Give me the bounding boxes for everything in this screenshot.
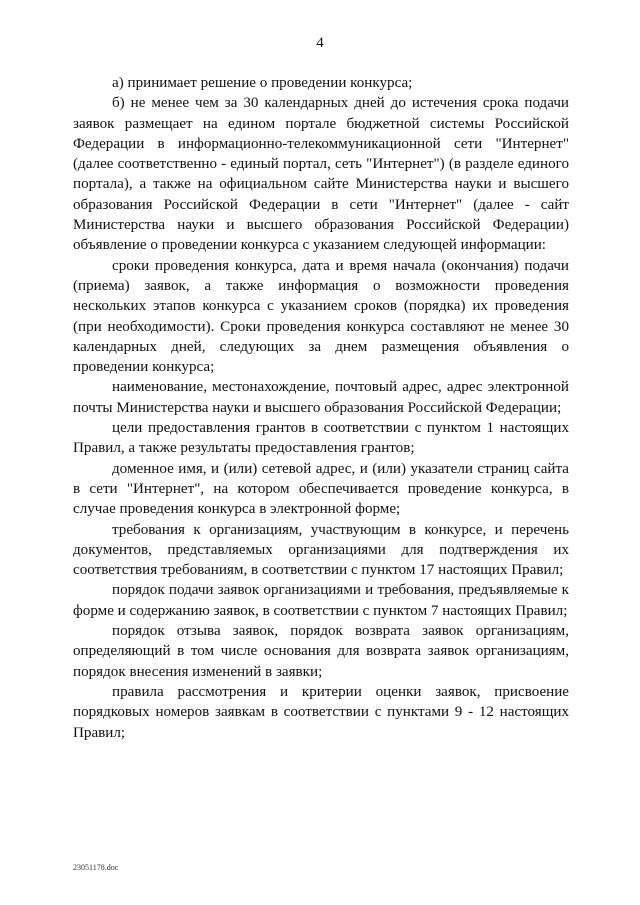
paragraph-a: а) принимает решение о проведении конкурса; [112, 75, 413, 91]
document-file-code: 23051178.doc [73, 863, 119, 872]
paragraph-application-withdrawal: порядок отзыва заявок, порядок возврата заявок организациям, определяющий в том числе основания для возврата заявок организациям, порядок внесения изменений в заявки; [73, 623, 569, 680]
paragraph-domain-name: доменное имя, и (или) сетевой адрес, и (или) указатели страниц сайта в сети "Интернет", на котором обеспечивается проведение конкурса, в случае проведения конкурса в электронной форме; [73, 460, 569, 518]
paragraph-contest-terms: сроки проведения конкурса, дата и время начала (окончания) подачи (приема) заявок, а также информация о возможности проведения нескольких этапов конкурса с указанием сроков (порядка) их проведения (при необходимости). Сроки проведения конкурса составляют не менее 30 календарных дней, следующих за днем размещения объявления о проведении конкурса; [73, 257, 569, 376]
paragraph-application-procedure: порядок подачи заявок организациями и требования, предъявляемые к форме и содержанию заявок, в соответствии с пунктом 7 настоящих Правил; [73, 582, 569, 619]
page-number: 4 [316, 35, 324, 51]
paragraph-grant-goals: цели предоставления грантов в соответствии с пунктом 1 настоящих Правил, а также результаты предоставления грантов; [73, 420, 569, 457]
paragraph-evaluation-rules: правила рассмотрения и критерии оценки заявок, присвоение порядковых номеров заявкам в соответствии с пунктами 9 - 12 настоящих Правил; [73, 683, 569, 741]
paragraph-b: б) не менее чем за 30 календарных дней до истечения срока подачи заявок размещает на едином портале бюджетной системы Российской Федерации в информационно-телекоммуникационной сети "Интернет" (далее соответственно - единый портал, сеть "Интернет") (в разделе единого портала), а также на официальном сайте Министерства науки и высшего образования Российской Федерации в сети "Интернет" (далее - сайт Министерства науки и высшего образования Российской Федерации) объявление о проведении конкурса с указанием следующей информации: [73, 95, 569, 254]
paragraph-ministry-address: наименование, местонахождение, почтовый адрес, адрес электронной почты Министерства науки и высшего образования Российской Федерации; [73, 379, 569, 416]
document-body [73, 73, 569, 743]
paragraph-organization-requirements: требования к организациям, участвующим в конкурсе, и перечень документов, представляемых организациями для подтверждения их соответствия требованиям, в соответствии с пунктом 17 настоящих Правил; [73, 521, 569, 579]
